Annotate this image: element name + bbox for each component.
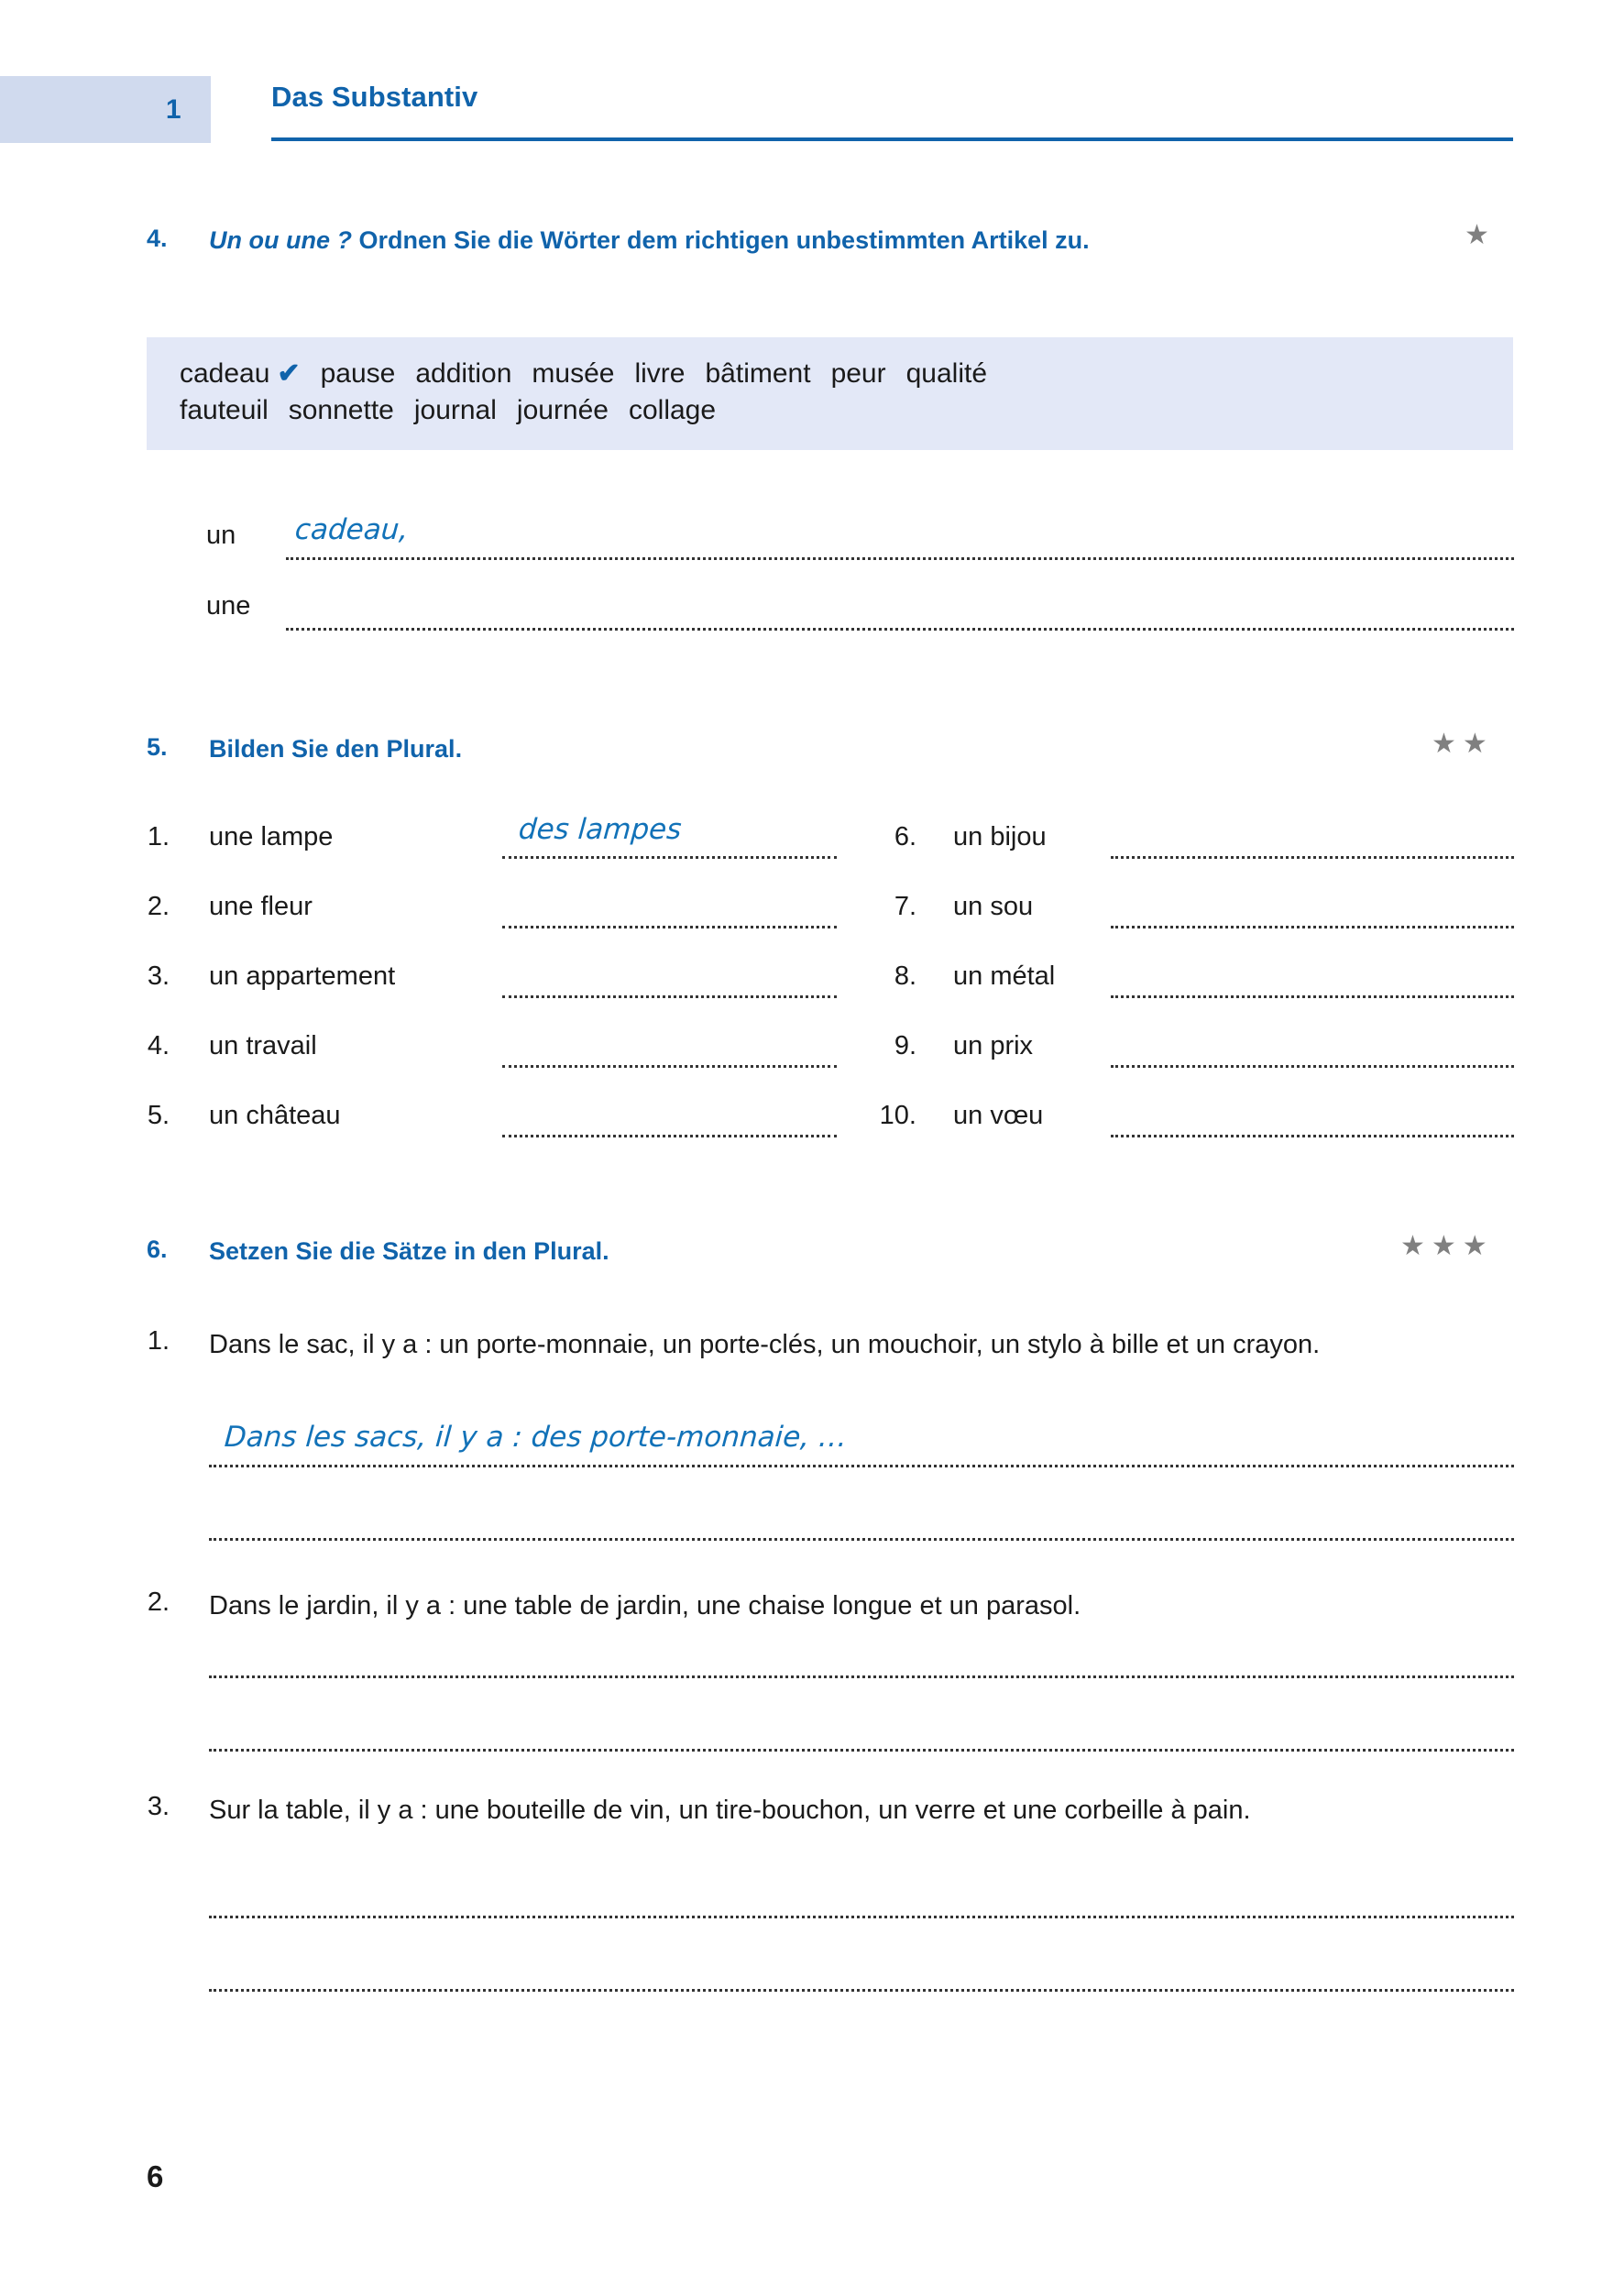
list-item-text: une lampe (209, 822, 334, 851)
word-bank-word[interactable]: pause (320, 358, 396, 389)
word-bank-word[interactable]: collage (628, 394, 717, 425)
list-item-text: Dans le jardin, il y a : une table de jardin, une chaise longue et un parasol. (209, 1591, 1081, 1620)
list-item-number: 1. (147, 1326, 170, 1356)
exercise-4-title-italic: Un ou une ? (209, 226, 352, 254)
list-item-number: 3. (147, 1792, 170, 1821)
answer-line[interactable] (1111, 856, 1514, 859)
answer-line[interactable] (1111, 1065, 1514, 1068)
exercise-5-difficulty-stars: ★★ (1432, 729, 1494, 759)
handwritten-answer-un: cadeau, (293, 513, 410, 546)
word-bank-word[interactable]: bâtiment (705, 358, 811, 389)
answer-line[interactable] (502, 856, 837, 859)
list-item-number: 2. (147, 1587, 170, 1617)
handwritten-answer: des lampes (517, 813, 683, 846)
chapter-number: 1 (165, 93, 181, 125)
list-item-number: 8. (894, 961, 916, 991)
answer-line[interactable] (502, 995, 837, 998)
answer-line[interactable] (209, 1916, 1514, 1918)
exercise-4-word-bank (147, 337, 1513, 450)
answer-line[interactable] (209, 1989, 1514, 1992)
list-item-number: 10. (879, 1101, 916, 1130)
list-item-text: un travail (209, 1031, 317, 1060)
word-bank-word[interactable]: livre (634, 358, 686, 389)
exercise-4-difficulty-stars: ★ (1465, 220, 1496, 250)
answer-line[interactable] (209, 1538, 1514, 1541)
handwritten-answer: Dans les sacs, il y a : des porte-monnaie, … (223, 1421, 849, 1454)
answer-line[interactable] (502, 1065, 837, 1068)
answer-line[interactable] (209, 1675, 1514, 1678)
article-label-un: un (206, 521, 236, 550)
list-item-text: un métal (953, 961, 1056, 991)
word-bank-row-1 (180, 356, 1480, 392)
list-item-text: Dans le sac, il y a : un porte-monnaie, un porte-clés, un mouchoir, un stylo à bille et un crayon. (209, 1330, 1321, 1359)
check-icon: ✔ (277, 358, 301, 389)
word-bank-word[interactable]: journal (413, 394, 497, 425)
answer-line[interactable] (209, 1465, 1514, 1467)
list-item-text: un château (209, 1101, 341, 1130)
answer-line[interactable] (1111, 995, 1514, 998)
word-bank-row-2 (180, 392, 1480, 429)
word-bank-word[interactable]: addition (415, 358, 512, 389)
word-bank-word[interactable]: qualité (905, 358, 988, 389)
page-title: Das Substantiv (271, 81, 478, 113)
answer-line[interactable] (1111, 1135, 1514, 1137)
word-bank-word[interactable]: cadeau (180, 358, 270, 389)
exercise-6-number: 6. (147, 1236, 168, 1263)
exercise-6-difficulty-stars: ★★★ (1400, 1231, 1494, 1261)
list-item-text: une fleur (209, 892, 313, 921)
list-item-text: un appartement (209, 961, 396, 991)
answer-line[interactable] (502, 1135, 837, 1137)
word-bank-word[interactable]: journée (516, 394, 609, 425)
article-label-une: une (206, 591, 251, 621)
list-item-text: un bijou (953, 822, 1047, 851)
list-item-number: 6. (894, 822, 916, 851)
answer-line[interactable] (502, 926, 837, 928)
exercise-4-title (209, 225, 1345, 258)
answer-line[interactable] (1111, 926, 1514, 928)
list-item-text: un prix (953, 1031, 1034, 1060)
answer-line[interactable] (209, 1749, 1514, 1752)
header-divider (271, 137, 1513, 141)
list-item-number: 9. (894, 1031, 916, 1060)
list-item-number: 4. (147, 1031, 170, 1060)
exercise-4-number: 4. (147, 225, 168, 252)
word-bank-word[interactable]: sonnette (288, 394, 394, 425)
list-item-number: 7. (894, 892, 916, 921)
page-number: 6 (147, 2159, 164, 2193)
list-item-number: 5. (147, 1101, 170, 1130)
list-item-text: un sou (953, 892, 1034, 921)
exercise-6-title: Setzen Sie die Sätze in den Plural. (209, 1237, 609, 1265)
list-item-number: 2. (147, 892, 170, 921)
list-item-text: Sur la table, il y a : une bouteille de vin, un tire-bouchon, un verre et une corbeille à pain. (209, 1796, 1251, 1825)
word-bank-word[interactable]: peur (830, 358, 886, 389)
answer-line-une[interactable] (286, 628, 1514, 631)
exercise-5-title: Bilden Sie den Plural. (209, 735, 463, 763)
answer-line-un[interactable] (286, 557, 1514, 560)
list-item-number: 3. (147, 961, 170, 991)
list-item-text: un vœu (953, 1101, 1044, 1130)
list-item-number: 1. (147, 822, 170, 851)
word-bank-word[interactable]: musée (532, 358, 615, 389)
exercise-5-number: 5. (147, 733, 168, 761)
word-bank-word[interactable]: fauteuil (180, 394, 269, 425)
exercise-4-title-rest: Ordnen Sie die Wörter dem richtigen unbestimmten Artikel zu. (358, 226, 1090, 254)
